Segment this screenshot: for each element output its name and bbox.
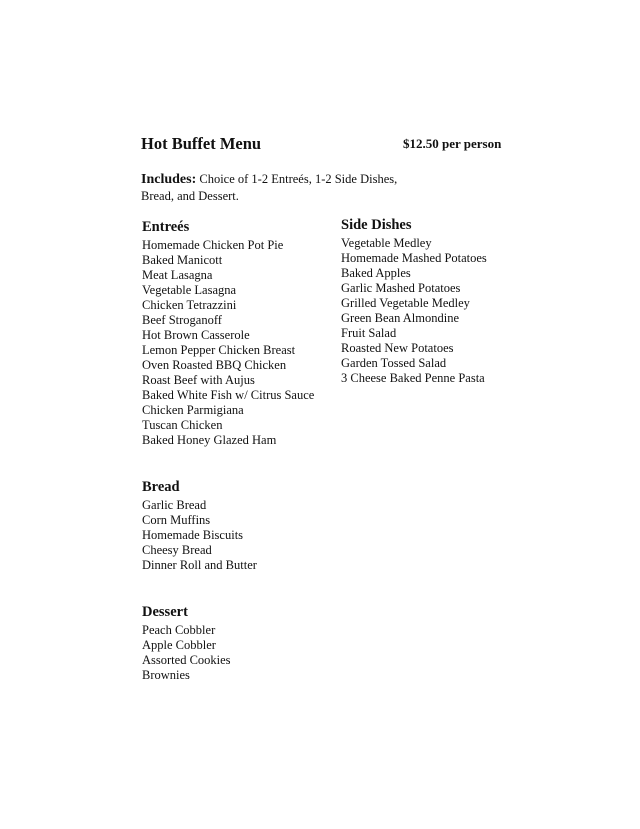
entree-item: Lemon Pepper Chicken Breast bbox=[142, 343, 296, 357]
dessert-item: Brownies bbox=[142, 668, 190, 682]
entree-item: Hot Brown Casserole bbox=[142, 328, 250, 342]
bread-item: Cheesy Bread bbox=[142, 543, 212, 557]
dessert-item: Apple Cobbler bbox=[142, 638, 216, 652]
side-dish-item: Roasted New Potatoes bbox=[341, 341, 454, 355]
side-dish-item: 3 Cheese Baked Penne Pasta bbox=[341, 371, 485, 385]
dessert-heading: Dessert bbox=[142, 604, 188, 620]
includes-description bbox=[141, 171, 421, 204]
page-title: Hot Buffet Menu bbox=[141, 134, 262, 153]
entrees-list bbox=[142, 238, 314, 448]
includes-label: Includes: bbox=[141, 172, 197, 187]
entrees-heading: Entreés bbox=[142, 219, 190, 235]
side-dishes-heading: Side Dishes bbox=[341, 217, 412, 233]
dessert-item: Peach Cobbler bbox=[142, 623, 216, 637]
entrees-section bbox=[142, 218, 314, 448]
entree-item: Roast Beef with Aujus bbox=[142, 373, 255, 387]
bread-section bbox=[142, 478, 257, 573]
entree-item: Tuscan Chicken bbox=[142, 418, 223, 432]
entree-item: Chicken Parmigiana bbox=[142, 403, 244, 417]
includes-text: Choice of 1-2 Entreés, 1-2 Side Dishes, Bread, and Dessert. bbox=[141, 172, 398, 203]
bread-item: Corn Muffins bbox=[142, 513, 211, 527]
dessert-list bbox=[142, 623, 231, 683]
entree-item: Meat Lasagna bbox=[142, 268, 213, 282]
dessert-item: Assorted Cookies bbox=[142, 653, 231, 667]
bread-list bbox=[142, 498, 257, 573]
entree-item: Baked Honey Glazed Ham bbox=[142, 433, 277, 447]
dessert-section bbox=[142, 603, 231, 683]
entree-item: Oven Roasted BBQ Chicken bbox=[142, 358, 287, 372]
entree-item: Homemade Chicken Pot Pie bbox=[142, 238, 284, 252]
bread-item: Garlic Bread bbox=[142, 498, 207, 512]
side-dish-item: Baked Apples bbox=[341, 266, 411, 280]
price-label: $12.50 per person bbox=[403, 136, 502, 151]
side-dishes-section bbox=[341, 216, 487, 386]
entree-item: Baked Manicott bbox=[142, 253, 223, 267]
bread-item: Homemade Biscuits bbox=[142, 528, 244, 542]
side-dish-item: Vegetable Medley bbox=[341, 236, 432, 250]
side-dish-item: Homemade Mashed Potatoes bbox=[341, 251, 487, 265]
entree-item: Baked White Fish w/ Citrus Sauce bbox=[142, 388, 315, 402]
bread-heading: Bread bbox=[142, 479, 180, 495]
side-dishes-list bbox=[341, 236, 487, 386]
side-dish-item: Green Bean Almondine bbox=[341, 311, 460, 325]
side-dish-item: Fruit Salad bbox=[341, 326, 397, 340]
side-dish-item: Garden Tossed Salad bbox=[341, 356, 447, 370]
bread-item: Dinner Roll and Butter bbox=[142, 558, 257, 572]
side-dish-item: Grilled Vegetable Medley bbox=[341, 296, 470, 310]
entree-item: Beef Stroganoff bbox=[142, 313, 222, 327]
side-dish-item: Garlic Mashed Potatoes bbox=[341, 281, 461, 295]
entree-item: Chicken Tetrazzini bbox=[142, 298, 237, 312]
entree-item: Vegetable Lasagna bbox=[142, 283, 237, 297]
